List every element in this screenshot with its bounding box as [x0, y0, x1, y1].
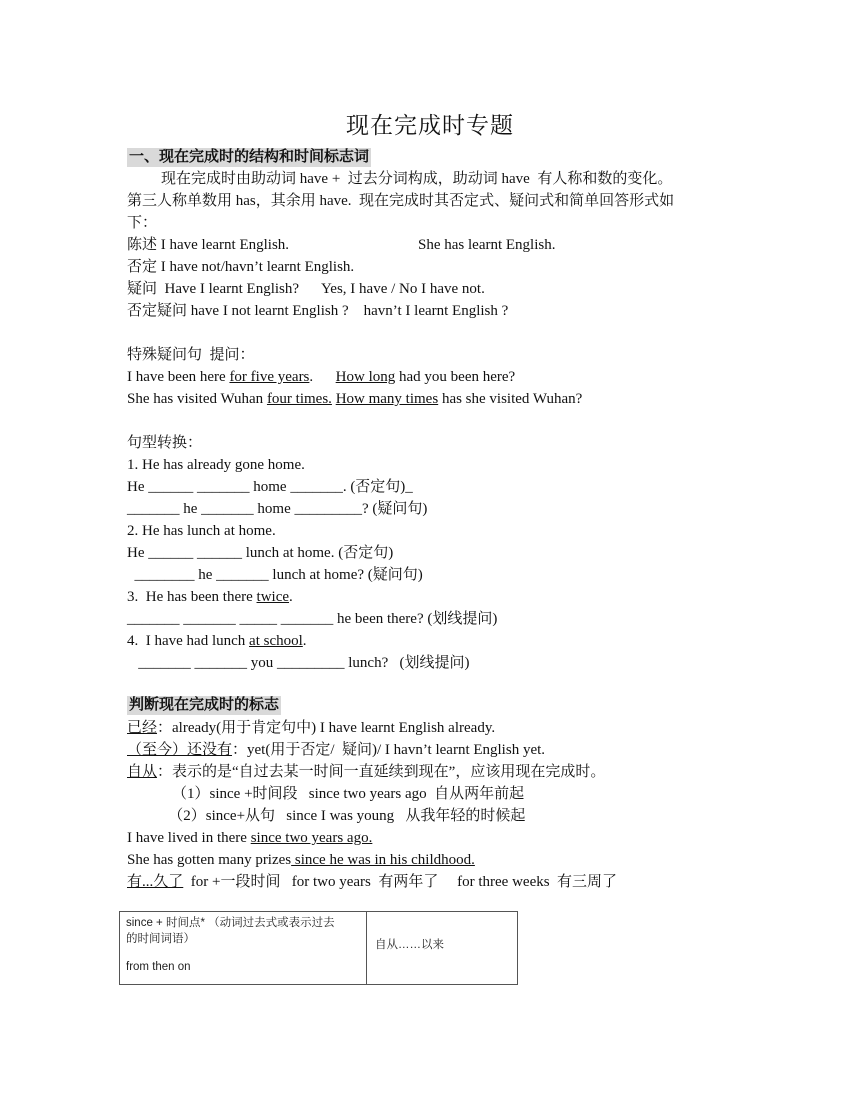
table-cell-left [120, 912, 367, 984]
since-example-1: I have lived in there since two years ago. [127, 830, 373, 846]
marker-for: 有...久了 for +一段时间 for two years 有两年了 for three weeks 有三周了 [127, 874, 618, 890]
exercise-line: 3. He has been there twice. [127, 589, 293, 605]
exercise-line: ________ he _______ lunch at home? (疑问句) [127, 567, 423, 583]
section-heading-structure: 一、现在完成时的结构和时间标志词 [129, 149, 370, 165]
since-example-2: She has gotten many prizes since he was in his childhood. [127, 852, 475, 868]
marker-since-1: （1）since +时间段 since two years ago 自从两年前起 [127, 786, 525, 802]
special-question-label: 特殊疑问句 提问： [127, 347, 255, 363]
table-text: since + 时间点* （动词过去式或表示过去 [126, 917, 335, 929]
marker-yet: （至今）还没有：yet(用于否定/ 疑问)/ I havn’t learnt English yet. [127, 742, 546, 758]
since-table [119, 911, 518, 985]
table-text: from then on [126, 961, 191, 973]
intro-line-3: 下： [127, 215, 158, 231]
exercise-line: 2. He has lunch at home. [127, 523, 276, 539]
special-example-1: I have been here for five years. How long had you been here? [127, 369, 516, 385]
intro-line-2: 第三人称单数用 has，其余用 have. 现在完成时其否定式、疑问式和简单回答形式如 [127, 193, 675, 209]
exercise-line: _______ _______ you _________ lunch? (划线提问) [127, 655, 470, 671]
table-cell-right [367, 912, 517, 984]
negative-example: 否定 I have not/havn’t learnt English. [127, 259, 355, 275]
exercise-line: 4. I have had lunch at school. [127, 633, 307, 649]
intro-line-1: 现在完成时由助动词 have + 过去分词构成，助动词 have 有人称和数的变化。 [161, 171, 673, 187]
exercise-line: 1. He has already gone home. [127, 457, 305, 473]
page-title: 现在完成时专题 [346, 113, 514, 138]
table-text: 的时间词语） [126, 933, 195, 945]
special-example-2: She has visited Wuhan four times. How many times has she visited Wuhan? [127, 391, 583, 407]
statement-example-2: She has learnt English. [418, 237, 556, 253]
marker-already: 已经：already(用于肯定句中) I have learnt English already. [127, 720, 496, 736]
question-example: 疑问 Have I learnt English? Yes, I have / No I have not. [127, 281, 485, 297]
exercise-line: _______ he _______ home _________? (疑问句) [127, 501, 428, 517]
negative-question-example: 否定疑问 have I not learnt English ? havn’t I learnt English ? [127, 303, 509, 319]
statement-example-1: 陈述 I have learnt English. [127, 237, 290, 253]
exercise-line: He ______ _______ home _______. (否定句)_ [127, 479, 413, 495]
table-text: 自从……以来 [375, 939, 444, 951]
section-heading-markers: 判断现在完成时的标志 [129, 697, 280, 713]
transform-label: 句型转换： [127, 435, 203, 451]
exercise-line: He ______ ______ lunch at home. (否定句) [127, 545, 394, 561]
marker-since: 自从：表示的是“自过去某一时间一直延续到现在”，应该用现在完成时。 [127, 764, 606, 780]
marker-since-2: （2）since+从句 since I was young 从我年轻的时候起 [127, 808, 526, 824]
exercise-line: _______ _______ _____ _______ he been there? (划线提问) [127, 611, 498, 627]
